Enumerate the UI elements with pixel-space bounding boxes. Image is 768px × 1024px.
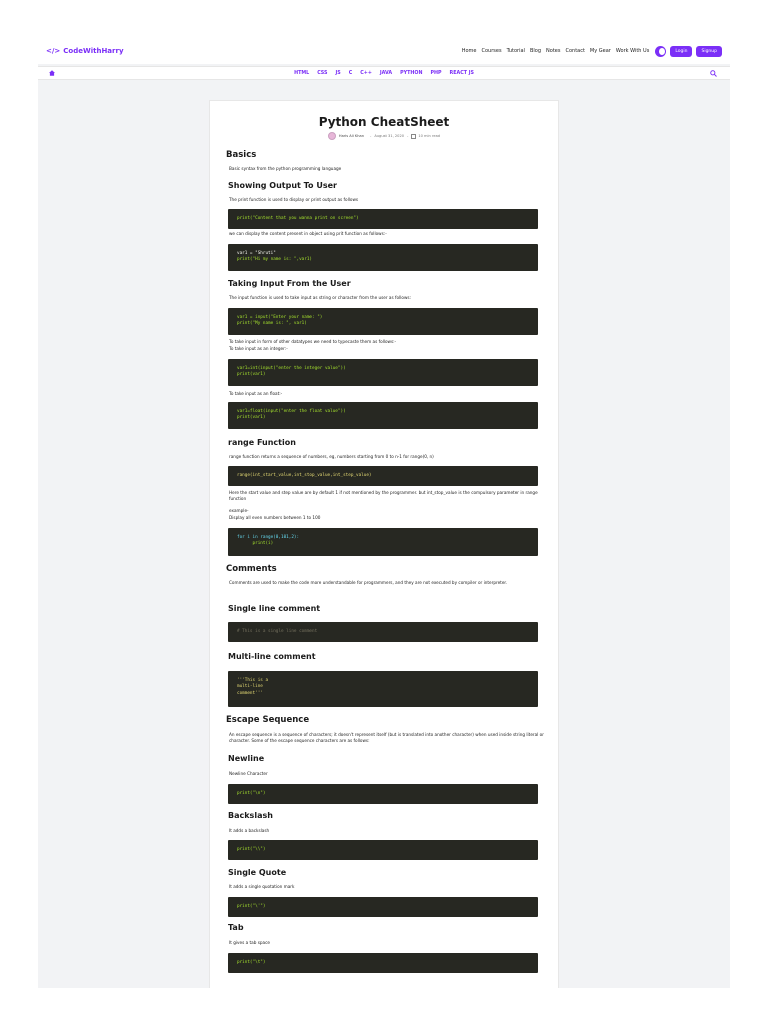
code-line: var1 = input("Enter your name: ") xyxy=(237,315,323,320)
nav-home[interactable]: Home xyxy=(461,48,477,54)
code-block xyxy=(228,466,538,486)
comments-text: Comments are used to make the code more understandable for programmers, and they are not executed by compiler or interpreter. xyxy=(229,580,508,585)
nav-contact[interactable]: Contact xyxy=(565,48,585,54)
range-text-2: Here the start value and step value are by default 1 if not mentioned by the programmer. but int_stop_value is the compulsory parameter in range function xyxy=(229,490,538,501)
publish-date: August 31, 2020 xyxy=(374,134,405,138)
output-text-1: The print function is used to display or print output as follows xyxy=(229,197,359,202)
input-text-3: To take input as an integer:- xyxy=(229,346,288,351)
language-links xyxy=(290,71,478,76)
login-button[interactable]: Login xyxy=(670,46,692,57)
lang-python[interactable]: PYTHON xyxy=(400,70,423,76)
code-line: '''This is a xyxy=(237,678,269,683)
code-block xyxy=(228,402,538,429)
code-line: print("\n") xyxy=(237,791,266,796)
home-icon[interactable] xyxy=(49,70,55,76)
code-line: multi-line xyxy=(237,684,263,690)
language-bar xyxy=(38,66,730,80)
code-line: print("\t") xyxy=(237,960,266,965)
code-block xyxy=(228,209,538,229)
range-text-1: range function returns a sequence of numbers, eg, numbers starting from 0 to n-1 for range(0, n) xyxy=(229,454,434,459)
code-line: # This is a single line comment xyxy=(237,629,318,634)
newline-text: Newline Character xyxy=(229,771,268,776)
lang-reactjs[interactable]: REACT JS xyxy=(449,70,474,76)
code-line: comment''' xyxy=(237,690,263,696)
code-line: print(i) xyxy=(237,541,274,547)
heading-range: range Function xyxy=(228,438,296,447)
meta-separator: - xyxy=(370,134,372,138)
lang-html[interactable]: HTML xyxy=(294,70,310,76)
lang-css[interactable]: CSS xyxy=(317,70,328,76)
nav-work-with-us[interactable]: Work With Us xyxy=(615,48,650,54)
heading-comments: Comments xyxy=(226,564,277,574)
code-line: var1 = "Shruti" xyxy=(237,251,276,256)
brand-name: CodeWithHarry xyxy=(63,47,124,55)
lang-js[interactable]: JS xyxy=(335,70,341,76)
heading-single-comment: Single line comment xyxy=(228,604,321,613)
heading-multi-comment: Multi-line comment xyxy=(228,652,316,661)
nav-notes[interactable]: Notes xyxy=(546,48,561,54)
lang-c[interactable]: C xyxy=(348,70,353,76)
heading-backslash: Backslash xyxy=(228,811,273,820)
author-name[interactable]: Haris Ali Khan xyxy=(338,134,365,138)
nav-tutorial[interactable]: Tutorial xyxy=(506,48,525,54)
backslash-text: It adds a backslash xyxy=(229,828,270,833)
code-line: range(int_start_value,int_stop_value,int_step_value) xyxy=(237,473,372,478)
article-meta xyxy=(210,132,558,140)
page-frame xyxy=(38,38,730,988)
code-icon: </> xyxy=(46,47,61,55)
code-line: print(var1) xyxy=(237,415,266,421)
nav-my-gear[interactable]: My Gear xyxy=(589,48,611,54)
range-text-3: example- xyxy=(229,508,249,513)
code-block xyxy=(228,308,538,335)
code-block xyxy=(228,528,538,556)
code-block xyxy=(228,897,538,917)
code-block xyxy=(228,784,538,804)
heading-tab: Tab xyxy=(228,923,244,932)
range-text-4: Display all even numbers between 1 to 100 xyxy=(229,515,321,520)
code-block xyxy=(228,840,538,860)
search-icon[interactable] xyxy=(710,70,717,77)
input-text-4: To take input as an float:- xyxy=(229,391,283,396)
tab-text: It gives a tab space xyxy=(229,940,270,945)
escape-text: An escape sequence is a sequence of characters; it doesn't represent itself (but is translated into another character) when used inside string literal or character. Some of the escape sequence characters are as follows: xyxy=(229,732,544,743)
theme-toggle-icon[interactable] xyxy=(655,46,666,57)
brand-logo[interactable] xyxy=(46,47,124,55)
lang-java[interactable]: JAVA xyxy=(379,70,393,76)
code-line: var1=int(input("enter the integer value")) xyxy=(237,366,346,371)
code-line: print("Hi my name is: ",var1) xyxy=(237,257,313,263)
author-avatar xyxy=(328,132,336,140)
heading-output: Showing Output To User xyxy=(228,181,337,190)
nav-blog[interactable]: Blog xyxy=(529,48,542,54)
signup-button[interactable]: Signup xyxy=(696,46,722,57)
top-navbar xyxy=(38,38,730,64)
heading-single-quote: Single Quote xyxy=(228,868,287,877)
input-text-1: The input function is used to take input as string or character from the user as follows: xyxy=(229,295,411,300)
code-block xyxy=(228,244,538,271)
code-line: print("\'") xyxy=(237,904,266,909)
code-block xyxy=(228,622,538,642)
calendar-icon xyxy=(411,134,416,139)
read-time: 10 min read xyxy=(418,134,441,138)
nav-courses[interactable]: Courses xyxy=(481,48,502,54)
lang-cpp[interactable]: C++ xyxy=(360,70,372,76)
code-block xyxy=(228,953,538,973)
single-quote-text: It adds a single quotation mark xyxy=(229,884,295,889)
code-line: print("Content that you wanna print on screen") xyxy=(237,216,359,221)
heading-escape: Escape Sequence xyxy=(226,715,310,725)
code-line: var1=float(input("enter the float value")) xyxy=(237,409,346,414)
heading-basics: Basics xyxy=(226,150,257,160)
heading-newline: Newline xyxy=(228,754,265,763)
code-line: print("\\") xyxy=(237,847,266,852)
lang-php[interactable]: PHP xyxy=(430,70,442,76)
meta-separator: - xyxy=(407,134,409,138)
code-line: print("My name is: ", var1) xyxy=(237,321,307,327)
code-block xyxy=(228,359,538,386)
main-nav xyxy=(457,46,722,57)
basics-text: Basic syntax from the python programming language xyxy=(229,166,342,171)
output-text-2: we can display the content present in object using prit function as follows:- xyxy=(229,231,387,236)
code-line: for i in range(0,101,2): xyxy=(237,535,300,540)
article-card xyxy=(209,100,559,988)
article-title: Python CheatSheet xyxy=(318,115,450,129)
code-block xyxy=(228,671,538,707)
heading-input: Taking Input From the User xyxy=(228,279,351,288)
code-line: print(var1) xyxy=(237,372,266,378)
input-text-2: To take input in form of other datatypes we need to typecaste them as follows:- xyxy=(229,339,397,344)
